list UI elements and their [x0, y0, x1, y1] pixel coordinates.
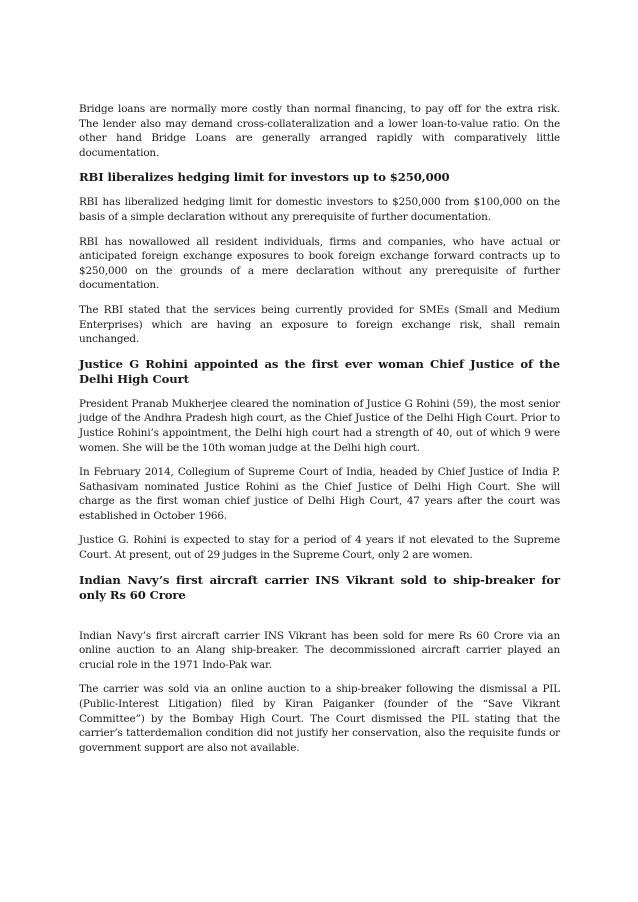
paragraph: The RBI stated that the services being currently provided for SMEs (Small and Medium Enterprises) which are having an exposure to foreign exchange risk, shall remain unchanged. [79, 303, 560, 346]
paragraph: In February 2014, Collegium of Supreme Court of India, headed by Chief Justice of India P. Sathasivam nominated Justice Rohini as the Chief Justice of Delhi High Court. She will charge as the first woman chief justice of Delhi High Court, 47 years after the court was established in October 1966. [79, 466, 560, 522]
document-page [79, 102, 560, 765]
intro-paragraph: Bridge loans are normally more costly than normal financing, to pay off for the extra risk. The lender also may demand cross-collateralization and a lower loan-to-value ratio. On the other hand Bridge Loans are generally arranged rapidly with comparatively little documentation. [79, 103, 560, 159]
section-heading-justice-rohini: Justice G Rohini appointed as the first ever woman Chief Justice of the Delhi High Court [79, 356, 560, 386]
paragraph: RBI has liberalized hedging limit for domestic investors to $250,000 from $100,000 on the basis of a simple declaration without any prerequisite of further documentation. [79, 196, 560, 223]
section-heading-rbi-hedging: RBI liberalizes hedging limit for investors up to $250,000 [79, 170, 450, 185]
paragraph: The carrier was sold via an online auction to a ship-breaker following the dismissal a PIL (Public-Interest Litigation) filed by Kiran Paiganker (founder of the “Save Vikrant Committee”) by the Bombay High Court. The Court dismissed the PIL stating that the carrier’s tatterdemalion condition did not justify her conservation, also the requisite funds or government support are also not available. [79, 683, 560, 754]
spacer [79, 613, 560, 629]
section-heading-ins-vikrant: Indian Navy’s first aircraft carrier INS Vikrant sold to ship-breaker for only Rs 60 Crore [79, 572, 560, 602]
paragraph: Justice G. Rohini is expected to stay for a period of 4 years if not elevated to the Supreme Court. At present, out of 29 judges in the Supreme Court, only 2 are women. [79, 534, 560, 562]
paragraph: President Pranab Mukherjee cleared the nomination of Justice G Rohini (59), the most senior judge of the Andhra Pradesh high court, as the Chief Justice of the Delhi High Court. Prior to Justice Rohini’s appointment, the Delhi high court had a strength of 40, out of which 9 were women. She will be the 10th woman judge at the Delhi high court. [79, 397, 560, 454]
paragraph: RBI has nowallowed all resident individuals, firms and companies, who have actual or anticipated foreign exchange exposures to book foreign exchange forward contracts up to $250,000 on the grounds of a mere declaration without any prerequisite of further documentation. [79, 235, 560, 292]
paragraph: Indian Navy’s first aircraft carrier INS Vikrant has been sold for mere Rs 60 Crore via an online auction to an Alang ship-breaker. The decommissioned aircraft carrier played an crucial role in the 1971 Indo-Pak war. [79, 629, 560, 671]
